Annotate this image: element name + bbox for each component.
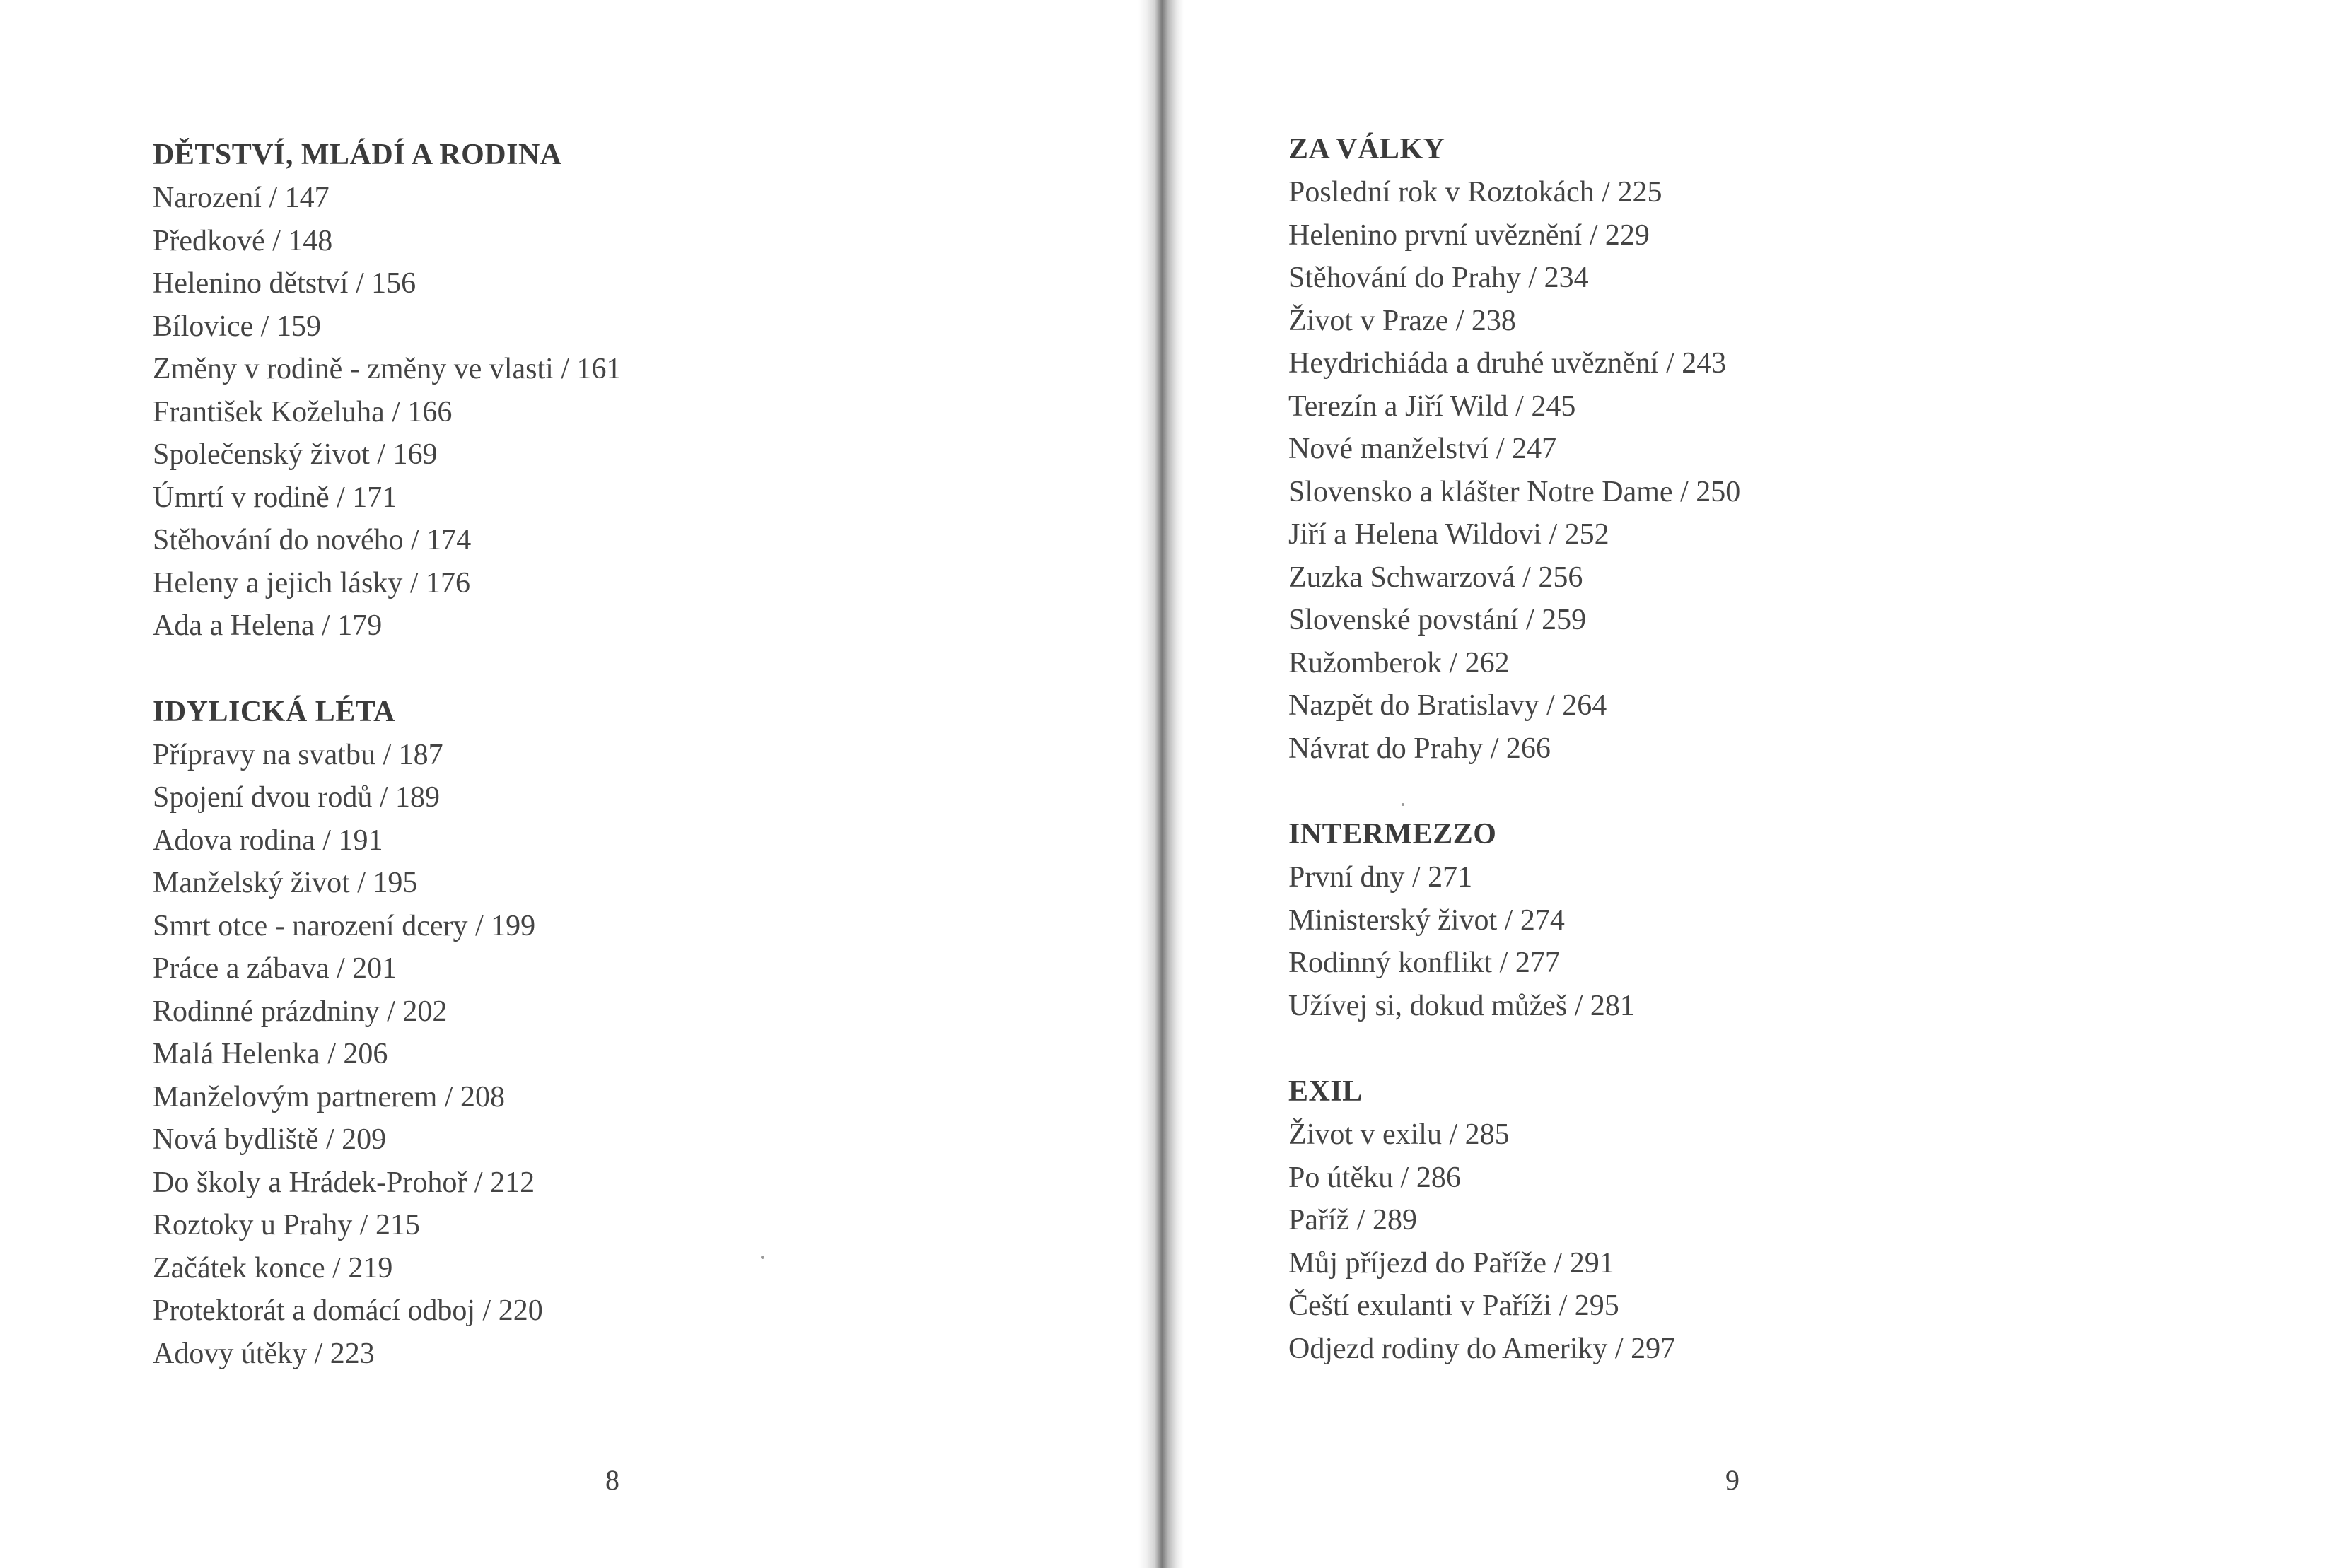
left-toc bbox=[153, 133, 1072, 1417]
toc-entry: Roztoky u Prahy / 215 bbox=[153, 1209, 420, 1241]
toc-entry: Stěhování do nového / 174 bbox=[153, 524, 472, 556]
toc-entry: Přípravy na svatbu / 187 bbox=[153, 738, 443, 771]
toc-entry: Odjezd rodiny do Ameriky / 297 bbox=[1288, 1332, 1676, 1365]
toc-entry: Rodinný konflikt / 277 bbox=[1288, 947, 1560, 979]
toc-entry: Malá Helenka / 206 bbox=[153, 1038, 388, 1070]
toc-entry: Ministerský život / 274 bbox=[1288, 903, 1565, 937]
toc-entry: Užívej si, dokud můžeš / 281 bbox=[1288, 989, 1635, 1022]
toc-entry: Ada a Helena / 179 bbox=[153, 609, 383, 642]
toc-entry: Manželský život / 195 bbox=[153, 867, 418, 899]
toc-entry: Smrt otce - narození dcery / 199 bbox=[153, 909, 536, 942]
toc-entry: Můj příjezd do Paříže / 291 bbox=[1288, 1246, 1614, 1280]
section-heading: INTERMEZZO bbox=[1288, 818, 1497, 850]
toc-entry: První dny / 271 bbox=[1288, 861, 1473, 894]
toc-entry: Ružomberok / 262 bbox=[1288, 646, 1510, 679]
toc-section bbox=[1288, 127, 2208, 770]
toc-entry: Paříž / 289 bbox=[1288, 1204, 1417, 1236]
toc-entry: Zuzka Schwarzová / 256 bbox=[1288, 561, 1583, 594]
toc-entry: Helenino první uvěznění / 229 bbox=[1288, 218, 1650, 252]
toc-entry: Poslední rok v Roztokách / 225 bbox=[1288, 176, 1662, 209]
toc-entry: František Koželuha / 166 bbox=[153, 395, 453, 428]
section-heading: IDYLICKÁ LÉTA bbox=[153, 695, 395, 728]
toc-entry: Do školy a Hrádek-Prohoř / 212 bbox=[153, 1166, 535, 1199]
section-heading: DĚTSTVÍ, MLÁDÍ A RODINA bbox=[153, 139, 562, 171]
toc-entry: Změny v rodině - změny ve vlasti / 161 bbox=[153, 353, 622, 385]
toc-entry: Nazpět do Bratislavy / 264 bbox=[1288, 689, 1607, 722]
toc-entry: Heydrichiáda a druhé uvěznění / 243 bbox=[1288, 347, 1727, 380]
toc-entry: Nové manželství / 247 bbox=[1288, 433, 1557, 465]
toc-entry: Protektorát a domácí odboj / 220 bbox=[153, 1294, 543, 1327]
toc-entry: Nová bydliště / 209 bbox=[153, 1123, 387, 1156]
toc-entry: Společenský život / 169 bbox=[153, 438, 438, 471]
right-toc bbox=[1288, 127, 2208, 1412]
toc-entry: Život v exilu / 285 bbox=[1288, 1118, 1510, 1151]
toc-entry: Bílovice / 159 bbox=[153, 310, 321, 343]
toc-section bbox=[153, 690, 1072, 1376]
toc-entry: Adova rodina / 191 bbox=[153, 824, 383, 857]
toc-entry: Stěhování do Prahy / 234 bbox=[1288, 262, 1589, 294]
toc-entry: Helenino dětství / 156 bbox=[153, 267, 416, 300]
toc-section bbox=[153, 133, 1072, 648]
toc-section bbox=[1288, 812, 2208, 1027]
toc-entry: Jiří a Helena Wildovi / 252 bbox=[1288, 518, 1609, 551]
toc-entry: Práce a zábava / 201 bbox=[153, 952, 397, 985]
toc-entry: Život v Praze / 238 bbox=[1288, 304, 1516, 337]
section-heading: EXIL bbox=[1288, 1075, 1363, 1108]
toc-entry: Adovy útěky / 223 bbox=[153, 1337, 375, 1370]
toc-entry: Slovenské povstání / 259 bbox=[1288, 604, 1587, 636]
toc-entry: Heleny a jejich lásky / 176 bbox=[153, 566, 471, 599]
section-heading: ZA VÁLKY bbox=[1288, 133, 1445, 165]
page-number-right: 9 bbox=[1725, 1464, 1740, 1496]
toc-entry: Čeští exulanti v Paříži / 295 bbox=[1288, 1289, 1619, 1322]
toc-entry: Narození / 147 bbox=[153, 182, 330, 214]
toc-entry: Rodinné prázdniny / 202 bbox=[153, 995, 448, 1028]
book-gutter bbox=[1138, 0, 1184, 1568]
toc-entry: Slovensko a klášter Notre Dame / 250 bbox=[1288, 475, 1741, 508]
toc-entry: Návrat do Prahy / 266 bbox=[1288, 732, 1551, 765]
toc-entry: Předkové / 148 bbox=[153, 224, 333, 257]
toc-entry: Začátek konce / 219 bbox=[153, 1251, 393, 1285]
toc-entry: Po útěku / 286 bbox=[1288, 1161, 1461, 1194]
toc-entry: Spojení dvou rodů / 189 bbox=[153, 781, 440, 814]
toc-entry: Terezín a Jiří Wild / 245 bbox=[1288, 390, 1576, 423]
toc-entry: Úmrtí v rodině / 171 bbox=[153, 481, 397, 514]
toc-entry: Manželovým partnerem / 208 bbox=[153, 1080, 506, 1113]
toc-section bbox=[1288, 1070, 2208, 1370]
page-number-left: 8 bbox=[605, 1464, 619, 1496]
